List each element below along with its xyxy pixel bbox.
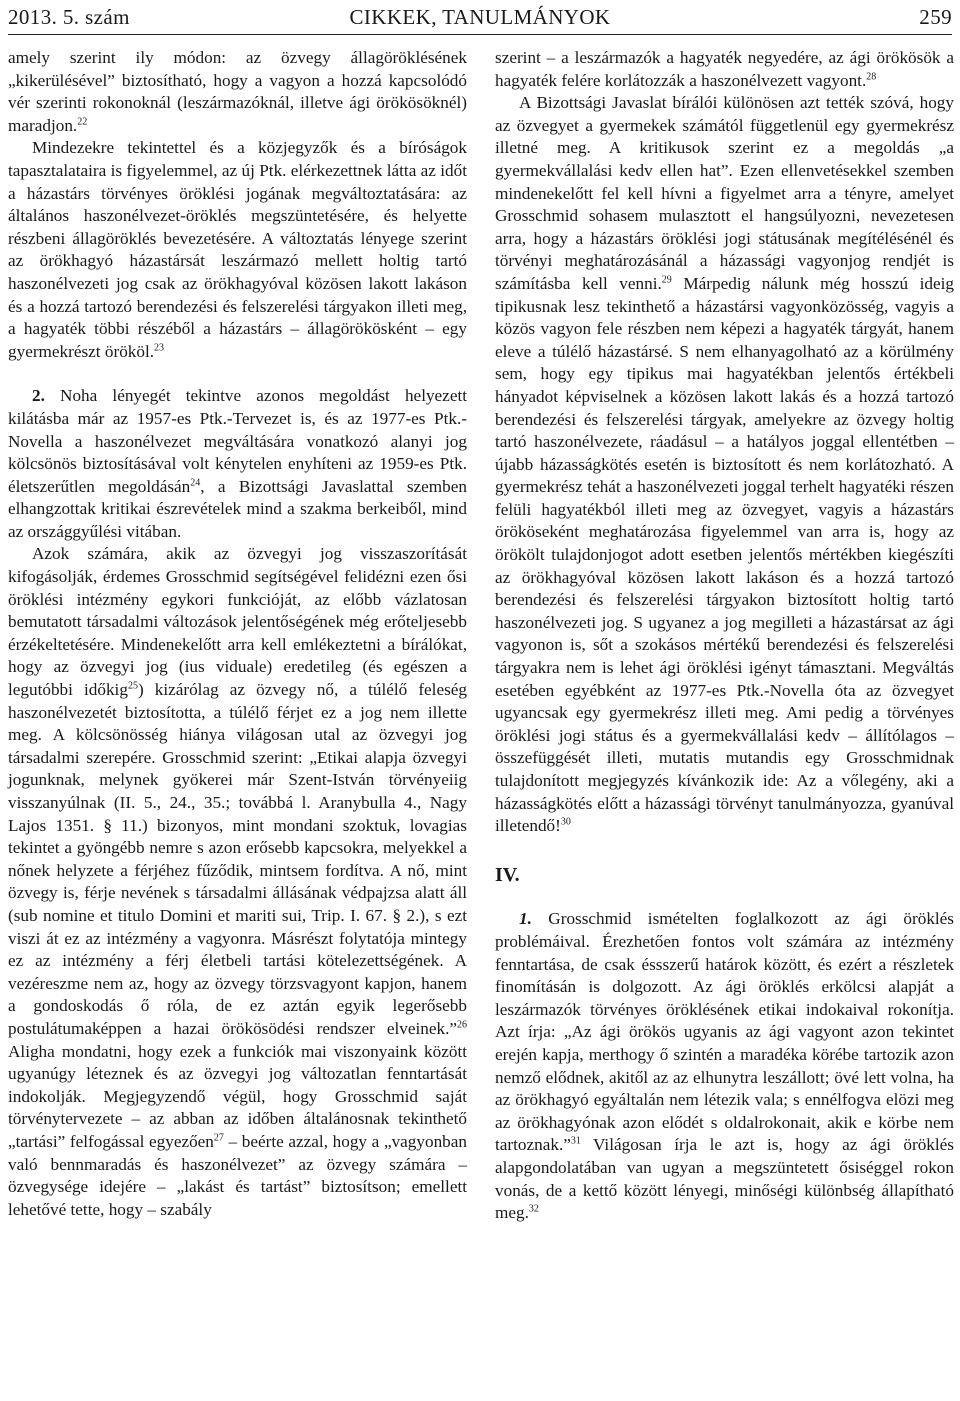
paragraph <box>8 543 467 1221</box>
footnote-ref: 26 <box>457 1019 467 1031</box>
subsection-number: 1. <box>519 909 532 929</box>
footnote-ref: 29 <box>661 274 672 286</box>
footnote-ref: 31 <box>570 1135 581 1147</box>
paragraph-text: ) kizárólag az özvegy nő, a túlélő feleség haszonélvezetét biztosította, a túlélő férjet ez a jog nem illette meg. A kölcsönösség hiánya világosan utal az özvegyi jog társadalmi szerepére. Grosschmid szerint: „Etikai alapja özvegyi jogunknak, melynek gyökerei már Szent-István törvényeiig visszanyúlnak (II. 5., 24., 35.; továbbá l. Aranybulla 4., Nagy Lajos 1351. § 11.) bizonyos, mint mondani szoktuk, lovagias tekintet a gyöngébb nemre s azon erősebb kapcsokra, melyekkel a nőnek helyzete a férjéhez fűződik, mintsem fordítva. A nő, mint özvegy is, férje nevének s társadalmi állásának védpajzsa alatt áll (sub nomine et titulo Domini et mariti sui, Trip. I. 67. § 2.), s ezt viszi át ez az intézmény a vagyonra. Másrészt folytatója mintegy ez az intézmény a férj életbeli tartási kötelezettségének. A vezéreszme nem az, hogy az özvegy törzsvagyont kapjon, hanem a gondoskodás ő róla, de ez aztán egyik legerősebb postulátumaképpen a hazai örökösödési rendszer elveinek.” <box>8 680 467 1038</box>
footnote-ref: 22 <box>77 116 88 128</box>
footnote-ref: 27 <box>213 1132 224 1144</box>
section-title: CIKKEK, TANULMÁNYOK <box>349 4 611 29</box>
paragraph <box>495 92 954 838</box>
paragraph-text: – beérte azzal, hogy a „vagyonban való bennmaradás és haszonélvezet” az özvegy számára – özvegysége idejére – „lakást és tartást” biztosítson; emellett lehetővé tette, hogy – szabály <box>8 1131 467 1219</box>
footnote-ref: 25 <box>127 680 138 692</box>
footnote-ref: 23 <box>154 341 165 353</box>
paragraph-text: Márpedig nálunk még hosszú ideig tipikusnak lesz tekinthető a házastársi vagyonközösség, vagyis a közös vagyon fele részben nem képezi a hagyaték tárgyát, hanem eleve a túlélő házastársé. S nem elhanyagolható az a körülmény sem, hogy egy tipikus mai hagyatékban jelentős értékbeli hányadot képviselnek a közösen lakott lakás és a hozzá tartozó berendezési és felszerelési tárgyak, amelyekre az özvegy holtig tartó haszonélvezete, ráadásul – a hatályos joggal ellentétben – újabb házasságkötés esetén is biztosított és nem korlátozható. A gyermekrész tehát a haszonélvezeti joggal terhelt hagyatéki részen felüli hagyatékból illeti meg az özvegyet, vagyis a házastárs örököseként meghatározása figyelemmel van arra is, hogy az örökölt tulajdonjogot adott esetben jelentős mértékben kiegészíti az örökhagyóval közösen lakott lakáson és a hozzá tartozó berendezési és felszerelési tárgyakon biztosított holtig tartó haszonélvezeti jog. S ugyanez a jog megilleti a házastársat az ági vagyonon is, sőt a szokásos mértékű berendezési és felszerelési tárgyakra nem is lehet ági öröklési igényt támasztani. Megváltás esetében egyébként az 1977-es Ptk.-Novella óta az özvegyet ugyancsak egy gyermekrész illeti meg. Ami pedig a törvényes öröklési jogi státus és a gyermekvállalási kedv – állítólagos – összefüggését illeti, mutatis mutandis egy Grosschmidnak tulajdonított megjegyzés kívánkozik ide: Az a vőlegény, aki a házasságkötés előtt a házassági törvényt tanulmányozza, gyanúval illetendő! <box>495 273 954 836</box>
right-column <box>495 47 954 1225</box>
page-number: 259 <box>919 4 952 29</box>
paragraph-text: A Bizottsági Javaslat bírálói különösen azt tették szóvá, hogy az özvegyet a gyermekek számától függetlenül egy gyermekrész illetné meg. A kritikusok szerint ez a megoldás „a gyermekvállalási kedv ellen hat”. Ezen ellenvetésekkel szemben mindenekelőtt fel kell hívni a figyelmet arra a tényre, amelyet Grosschmid sohasem mulasztott el hangsúlyozni, nevezetesen arra, hogy a házastárs öröklési jogi státusának megítélésénél és törvényi meghatározásánál a házassági vagyonjog rendjét is számításba kell venni. <box>495 93 954 293</box>
paragraph-text: Noha lényegét tekintve azonos megoldást helyezett kilátásba már az 1957-es Ptk.-Tervezet is, és az 1977-es Ptk.-Novella a haszonélvezet megváltására vonatkozó alanyi jog kölcsönös biztosításával volt kénytelen enyhíteni az 1959-es Ptk. életszerűtlen megoldásán <box>8 386 467 496</box>
issue-label: 2013. 5. szám <box>8 4 130 29</box>
paragraph <box>495 908 954 1224</box>
footnote-ref: 24 <box>190 476 201 488</box>
paragraph-text: amely szerint ily módon: az özvegy állagöröklésének „kikerülésével” biztosítható, hogy a vagyon a hozzá kapcsolódó vér szerinti rokonoknál (leszármazóknál, illetve ági örökösöknél) maradjon. <box>8 48 467 135</box>
paragraph-text: Világosan írja le azt is, hogy az ági öröklés alapgondolatában van ugyan a megszüntetett ősiséggel rokon vonás, de a kettő között lényegi, minőségi különbség állapítható meg. <box>495 1135 954 1223</box>
paragraph-text: Azok számára, akik az özvegyi jog visszaszorítását kifogásolják, érdemes Grosschmid segítségével felidézni ezen ősi öröklési intézmény egykori funkcióját, az előbb vázlatosan bemutatott társadalmi változások jelentőségének még erőteljesebb érzékeltetésére. Mindenekelőtt arra kell emlékeztetni a bírálókat, hogy az özvegyi jog (ius viduale) eredetileg (és egészen a legutóbbi időkig <box>8 544 467 700</box>
paragraph <box>8 137 467 363</box>
section-heading: IV. <box>495 863 520 886</box>
left-column <box>8 47 467 1221</box>
paragraph-text: , a Bizottsági Javaslattal szemben elhangzottak kritikai észrevételek mind a szakma berkeiből, mind az országgyűlési vitában. <box>8 476 467 541</box>
footnote-ref: 28 <box>866 70 877 82</box>
section-number: 2. <box>32 386 45 406</box>
paragraph-text: Mindezekre tekintettel és a közjegyzők és a bíróságok tapasztalataira is figyelemmel, az új Ptk. elérkezettnek látta az időt a házastárs törvényes öröklési jogának megváltoztatására: az általános haszonélvezet-öröklés megszüntetésére, és helyette részbeni állagöröklés bevezetésére. A változtatás lényege szerint az örökhagyó házastársát leszármazó mellett holtig tartó haszonélvezeti jog csak az örökhagyóval közösen lakott lakáson és a hozzá tartozó berendezési és felszerelési tárgyakon illeti meg, a hagyaték többi részéből a házastárs – állagörökösként – egy gyermekrészt örököl. <box>8 138 467 361</box>
page-header <box>8 0 952 35</box>
paragraph-text: szerint – a leszármazók a hagyaték negyedére, az ági örökösök a hagyaték felére korlátozzák a haszonélvezett vagyont. <box>495 48 954 90</box>
paragraph <box>8 385 467 543</box>
paragraph <box>8 47 467 137</box>
footnote-ref: 30 <box>560 816 571 828</box>
paragraph <box>495 47 954 92</box>
paragraph-text: Aligha mondatni, hogy ezek a funkciók mai viszonyaink között ugyanúgy léteznek és az özvegyi jog változatlan fenntartását indokolják. Megjegyzendő végül, hogy Grosschmid saját törvénytervezete – az abban az időben általánosnak tekinthető „tartási” felfogással egyezően <box>8 1041 467 1151</box>
paragraph-text: Grosschmid ismételten foglalkozott az ági öröklés problémáival. Érezhetően fontos volt számára az intézmény fenntartása, de csak éssszerű határok között, és ezért a részletek finomításán is dolgozott. Az ági öröklés erkölcsi alapját a leszármazók törvényes öröklésének etikai indokaival rokonítja. Azt írja: „Az ági örökös ugyanis az ági vagyont azon tekintet erején kapja, merthogy ő szintén a maradéka körébe tartozik azon nemző elődnek, akitől az az elhunytra leszállott; övé lett volna, ha az örökhagyó egyáltalán nem létezik vala; s ennélfogva elözi meg az örökhagyónak azon elődét s oldalrokonait, akik e körbe nem tartoznak.” <box>495 909 954 1155</box>
footnote-ref: 32 <box>528 1203 539 1215</box>
